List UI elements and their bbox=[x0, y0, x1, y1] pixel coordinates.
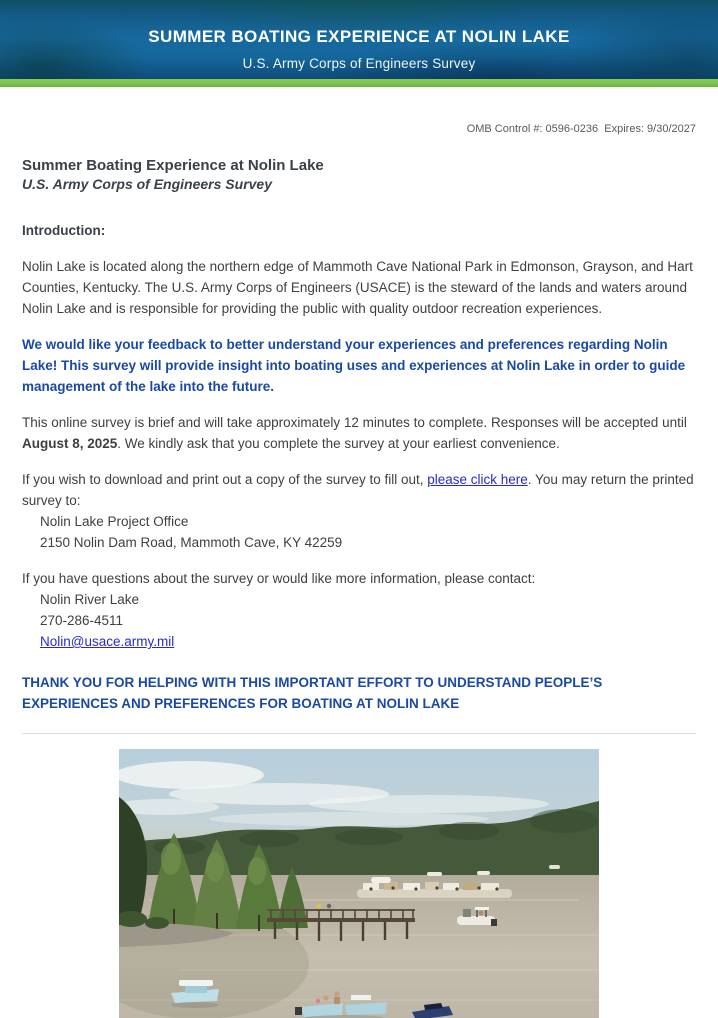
duration-text-after: . We kindly ask that you complete the survey at your earliest convenience. bbox=[117, 436, 560, 451]
paragraph-lake-description: Nolin Lake is located along the northern edge of Mammoth Cave National Park in Edmonson, Grayson, and Hart Counties, Kentucky. The U.S. Army Corps of Engineers (USACE) is the steward of the lands and waters around Nolin Lake and is responsible for providing the public with quality outdoor recreation experiences. bbox=[22, 259, 693, 316]
deadline-date: August 8, 2025 bbox=[22, 436, 118, 451]
page-title: Summer Boating Experience at Nolin Lake bbox=[22, 157, 324, 174]
contact-phone: 270-286-4511 bbox=[40, 613, 124, 628]
address-line-street: 2150 Nolin Dam Road, Mammoth Cave, KY 42259 bbox=[40, 535, 343, 550]
banner-subtitle: U.S. Army Corps of Engineers Survey bbox=[242, 56, 476, 71]
omb-control-line: OMB Control #: 0596-0236 Expires: 9/30/2027 bbox=[466, 123, 696, 135]
paragraph-print-survey bbox=[22, 469, 696, 511]
introduction-label: Introduction: bbox=[22, 223, 106, 238]
page-subtitle: U.S. Army Corps of Engineers Survey bbox=[22, 176, 272, 192]
section-divider bbox=[22, 733, 696, 734]
duration-text-before: This online survey is brief and will take approximately 12 minutes to complete. Responses will be accepted until bbox=[22, 415, 687, 430]
header-banner bbox=[0, 0, 718, 79]
print-text-before: If you wish to download and print out a copy of the survey to fill out, bbox=[22, 472, 428, 487]
contact-block bbox=[22, 589, 696, 652]
paragraph-contact-intro: If you have questions about the survey or would like more information, please contact: bbox=[22, 571, 536, 586]
lake-photo bbox=[119, 749, 599, 1018]
mailing-address bbox=[22, 511, 696, 553]
contact-email-link[interactable]: Nolin@usace.army.mil bbox=[40, 634, 175, 649]
paragraph-feedback-highlight: We would like your feedback to better understand your experiences and preferences regarding Nolin Lake! This survey will provide insight into boating uses and experiences at Nolin Lake in order to guide management of the lake into the future. bbox=[22, 337, 686, 394]
banner-title: SUMMER BOATING EXPERIENCE AT NOLIN LAKE bbox=[148, 27, 570, 46]
download-survey-link[interactable]: please click here bbox=[427, 472, 528, 487]
paragraph-survey-duration bbox=[22, 412, 696, 454]
person-on-pier bbox=[317, 904, 322, 909]
contact-name: Nolin River Lake bbox=[40, 592, 140, 607]
thank-you-message: THANK YOU FOR HELPING WITH THIS IMPORTANT EFFORT TO UNDERSTAND PEOPLE’S EXPERIENCES AND PREFERENCES FOR BOATING AT NOLIN LAKE bbox=[22, 675, 603, 711]
banner-green-stripe bbox=[0, 79, 718, 87]
print-text-after: . You may return the printed survey to: bbox=[22, 472, 694, 508]
address-line-office: Nolin Lake Project Office bbox=[40, 514, 189, 529]
lake-photo-svg bbox=[119, 749, 599, 1018]
survey-intro-page bbox=[0, 123, 718, 1018]
